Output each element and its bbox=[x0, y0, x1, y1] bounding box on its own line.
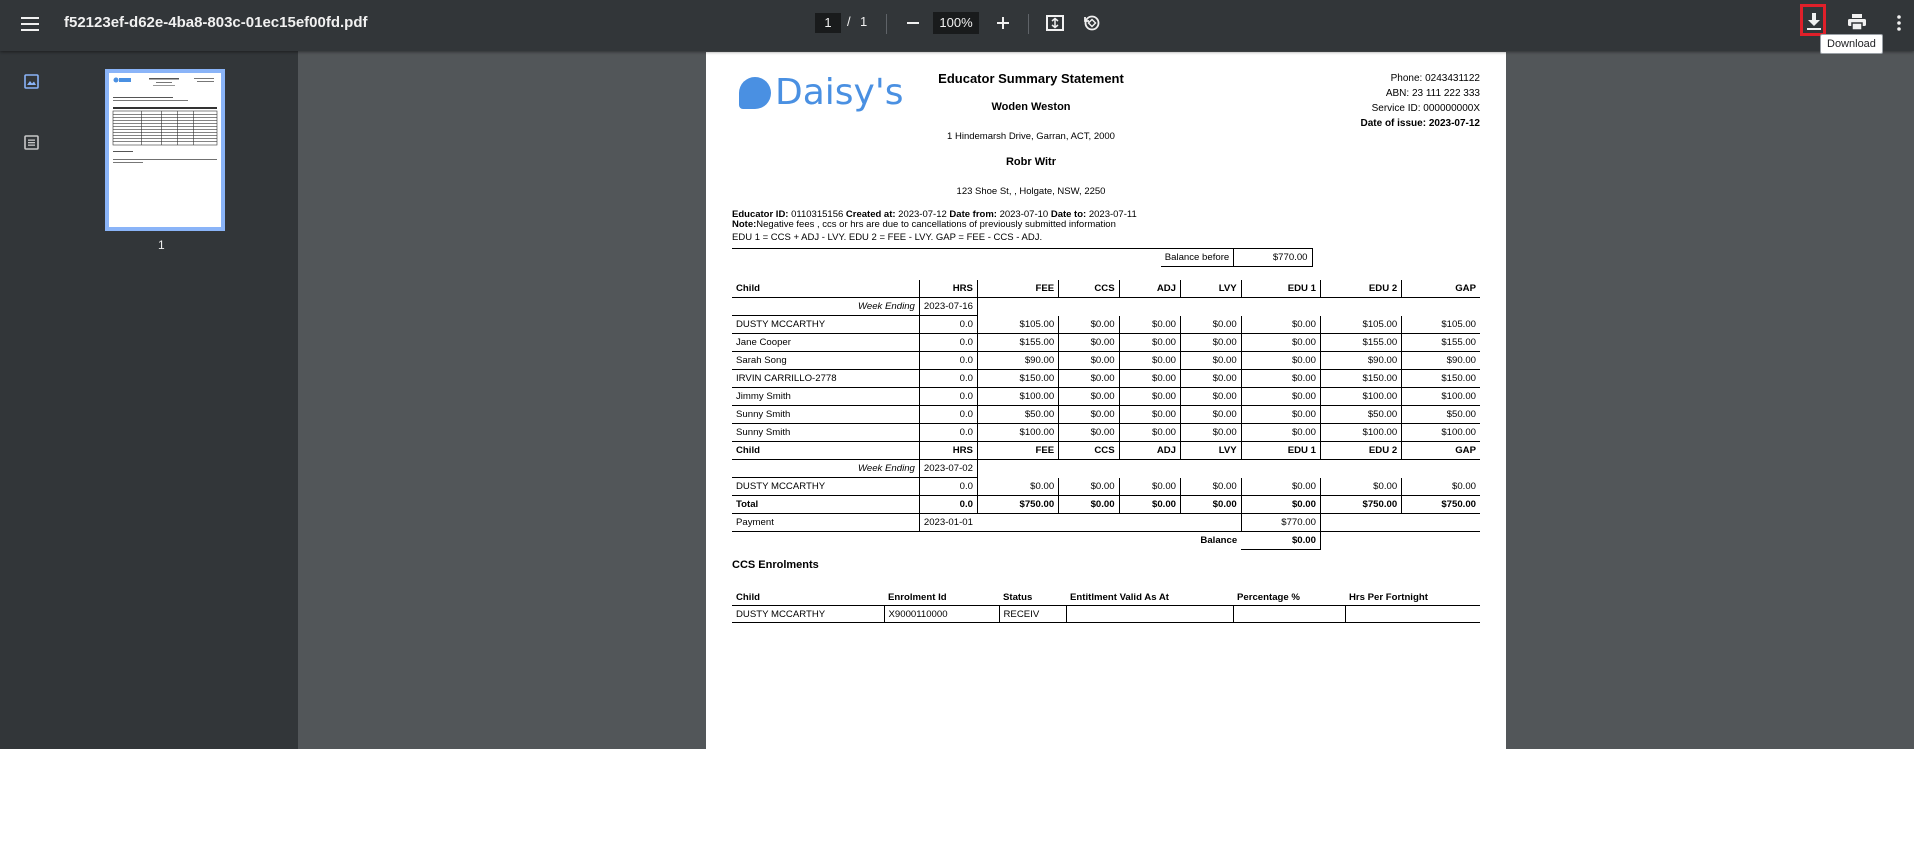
table-cell: $0.00 bbox=[1241, 424, 1320, 442]
menu-icon[interactable] bbox=[18, 12, 42, 36]
table-cell: 0.0 bbox=[919, 334, 977, 352]
week-ending-label: Week Ending bbox=[732, 298, 919, 316]
table-cell: $0.00 bbox=[1181, 334, 1242, 352]
enrolments-header-row bbox=[732, 589, 1480, 606]
column-header: CCS bbox=[1059, 280, 1119, 298]
table-cell: $0.00 bbox=[1059, 334, 1119, 352]
column-header: EDU 2 bbox=[1320, 442, 1401, 460]
table-cell: $0.00 bbox=[1181, 316, 1242, 334]
table-cell: 0.0 bbox=[919, 478, 977, 496]
total-cell: $0.00 bbox=[1241, 496, 1320, 514]
spacer bbox=[732, 249, 1161, 267]
thumbnail-preview-icon bbox=[109, 73, 221, 227]
table-cell: $0.00 bbox=[1241, 352, 1320, 370]
table-cell: $0.00 bbox=[1181, 388, 1242, 406]
table-cell: $0.00 bbox=[1181, 478, 1242, 496]
balance-before-value: $770.00 bbox=[1234, 249, 1312, 267]
column-header: ADJ bbox=[1119, 442, 1180, 460]
column-header: GAP bbox=[1402, 280, 1480, 298]
table-row bbox=[732, 370, 1480, 388]
table-header-row bbox=[732, 442, 1480, 460]
spacer bbox=[977, 298, 1480, 316]
enrolment-column-header: Child bbox=[732, 589, 884, 606]
table-cell: $0.00 bbox=[1241, 406, 1320, 424]
educator-address: 123 Shoe St, , Holgate, NSW, 2250 bbox=[956, 186, 1106, 197]
table-cell: $0.00 bbox=[1059, 352, 1119, 370]
contact-block bbox=[1360, 71, 1480, 131]
payment-amount: $770.00 bbox=[1241, 514, 1320, 532]
table-cell: $0.00 bbox=[1241, 370, 1320, 388]
spacer bbox=[1320, 532, 1480, 550]
created-at-value: 2023-07-12 bbox=[898, 209, 947, 220]
enrolment-cell: X9000110000 bbox=[884, 606, 999, 623]
table-cell: 0.0 bbox=[919, 406, 977, 424]
table-cell: 0.0 bbox=[919, 370, 977, 388]
column-header: Child bbox=[732, 442, 919, 460]
table-cell: Sarah Song bbox=[732, 352, 919, 370]
table-cell: Jimmy Smith bbox=[732, 388, 919, 406]
service-id: Service ID: 000000000X bbox=[1371, 103, 1480, 114]
thumbnails-icon[interactable] bbox=[20, 70, 42, 92]
week-ending-date: 2023-07-02 bbox=[919, 460, 977, 478]
zoom-in-icon[interactable] bbox=[992, 12, 1014, 34]
enrolment-cell: RECEIV bbox=[999, 606, 1066, 623]
column-header: HRS bbox=[919, 280, 977, 298]
table-header-row bbox=[732, 280, 1480, 298]
thumbnail-page-label: 1 bbox=[158, 238, 165, 252]
table-cell: $0.00 bbox=[1181, 352, 1242, 370]
table-row bbox=[732, 478, 1480, 496]
created-at-label: Created at: bbox=[845, 209, 896, 220]
table-cell: $100.00 bbox=[977, 424, 1058, 442]
table-row bbox=[732, 424, 1480, 442]
table-cell: 0.0 bbox=[919, 352, 977, 370]
table-cell: $100.00 bbox=[977, 388, 1058, 406]
column-header: GAP bbox=[1402, 442, 1480, 460]
date-to-value: 2023-07-11 bbox=[1088, 209, 1137, 220]
table-cell: $105.00 bbox=[977, 316, 1058, 334]
enrolment-cell: DUSTY MCCARTHY bbox=[732, 606, 884, 623]
statement-title: Educator Summary Statement bbox=[938, 71, 1124, 86]
table-cell: $100.00 bbox=[1320, 388, 1401, 406]
total-cell: Total bbox=[732, 496, 919, 514]
page-separator: / bbox=[847, 14, 851, 29]
table-cell: $100.00 bbox=[1402, 424, 1480, 442]
balance-before-table bbox=[732, 248, 1480, 267]
table-cell: $105.00 bbox=[1320, 316, 1401, 334]
date-from-label: Date from: bbox=[949, 209, 997, 220]
table-cell: $0.00 bbox=[1181, 370, 1242, 388]
enrolment-cell bbox=[1233, 606, 1345, 623]
table-cell: $50.00 bbox=[1402, 406, 1480, 424]
company-logo bbox=[739, 72, 904, 113]
page-total: 1 bbox=[860, 14, 868, 29]
abn: ABN: 23 111 222 333 bbox=[1385, 88, 1480, 99]
total-cell: $0.00 bbox=[1181, 496, 1242, 514]
table-row bbox=[732, 388, 1480, 406]
phone: Phone: 0243431122 bbox=[1390, 73, 1480, 84]
date-to-label: Date to: bbox=[1050, 209, 1087, 220]
file-title: f52123ef-d62e-4ba8-803c-01ec15ef00fd.pdf bbox=[64, 14, 368, 31]
payment-date: 2023-01-01 bbox=[919, 514, 1241, 532]
enrolment-cell bbox=[1345, 606, 1480, 623]
service-name: Woden Weston bbox=[991, 101, 1071, 113]
balance-before-label: Balance before bbox=[1161, 249, 1234, 267]
logo-text: Daisy's bbox=[775, 72, 904, 113]
week-ending-row bbox=[732, 460, 1480, 478]
table-cell: $0.00 bbox=[1241, 478, 1320, 496]
table-cell: 0.0 bbox=[919, 424, 977, 442]
table-cell: $150.00 bbox=[977, 370, 1058, 388]
print-icon[interactable] bbox=[1846, 11, 1868, 33]
enrolment-column-header: Percentage % bbox=[1233, 589, 1345, 606]
table-row bbox=[732, 406, 1480, 424]
service-address: 1 Hindemarsh Drive, Garran, ACT, 2000 bbox=[947, 131, 1115, 142]
balance-row bbox=[732, 532, 1480, 550]
spacer bbox=[1312, 249, 1480, 267]
enrolment-column-header: Hrs Per Fortnight bbox=[1345, 589, 1480, 606]
enrolment-column-header: Status bbox=[999, 589, 1066, 606]
table-cell: $105.00 bbox=[1402, 316, 1480, 334]
column-header: EDU 1 bbox=[1241, 280, 1320, 298]
toolbar-divider bbox=[886, 14, 887, 34]
toolbar bbox=[0, 0, 1914, 51]
payment-row bbox=[732, 514, 1480, 532]
table-cell: $0.00 bbox=[977, 478, 1058, 496]
column-header: CCS bbox=[1059, 442, 1119, 460]
table-cell: Jane Cooper bbox=[732, 334, 919, 352]
table-cell: 0.0 bbox=[919, 316, 977, 334]
zoom-out-icon[interactable] bbox=[902, 12, 924, 34]
table-row bbox=[732, 352, 1480, 370]
week-ending-date: 2023-07-16 bbox=[919, 298, 977, 316]
table-cell: $155.00 bbox=[1320, 334, 1401, 352]
column-header: Child bbox=[732, 280, 919, 298]
page-thumbnail[interactable] bbox=[105, 69, 225, 231]
table-cell: $0.00 bbox=[1059, 478, 1119, 496]
more-icon[interactable] bbox=[1888, 11, 1910, 35]
download-tooltip: Download bbox=[1820, 34, 1883, 54]
enrolment-cell bbox=[1066, 606, 1233, 623]
total-cell: $750.00 bbox=[1402, 496, 1480, 514]
table-cell: $0.00 bbox=[1119, 406, 1180, 424]
table-cell: $0.00 bbox=[1241, 334, 1320, 352]
total-cell: $0.00 bbox=[1119, 496, 1180, 514]
spacer bbox=[732, 532, 1181, 550]
table-cell: $0.00 bbox=[1059, 406, 1119, 424]
table-cell: $0.00 bbox=[1059, 370, 1119, 388]
rotate-icon[interactable] bbox=[1081, 12, 1103, 34]
table-cell: $0.00 bbox=[1181, 424, 1242, 442]
table-cell: $0.00 bbox=[1059, 316, 1119, 334]
logo-bubble-icon bbox=[739, 77, 771, 109]
column-header: LVY bbox=[1181, 280, 1242, 298]
enrolment-row bbox=[732, 606, 1480, 623]
note bbox=[732, 219, 1116, 230]
outline-icon[interactable] bbox=[20, 131, 42, 153]
table-cell: $0.00 bbox=[1119, 388, 1180, 406]
date-of-issue: Date of issue: 2023-07-12 bbox=[1360, 118, 1480, 129]
table-cell: $50.00 bbox=[1320, 406, 1401, 424]
table-cell: IRVIN CARRILLO-2778 bbox=[732, 370, 919, 388]
table-cell: $90.00 bbox=[977, 352, 1058, 370]
table-cell: $150.00 bbox=[1402, 370, 1480, 388]
page-number-input[interactable]: 1 bbox=[815, 13, 841, 33]
fit-page-icon[interactable] bbox=[1044, 12, 1066, 34]
payment-label: Payment bbox=[732, 514, 919, 532]
table-cell: $0.00 bbox=[1320, 478, 1401, 496]
column-header: FEE bbox=[977, 280, 1058, 298]
date-from-value: 2023-07-10 bbox=[999, 209, 1049, 220]
table-cell: $100.00 bbox=[1320, 424, 1401, 442]
table-cell: $0.00 bbox=[1241, 316, 1320, 334]
table-cell: $0.00 bbox=[1059, 388, 1119, 406]
table-cell: $50.00 bbox=[977, 406, 1058, 424]
table-cell: $0.00 bbox=[1119, 478, 1180, 496]
total-cell: $0.00 bbox=[1059, 496, 1119, 514]
formula-text: EDU 1 = CCS + ADJ - LVY. EDU 2 = FEE - LVY. GAP = FEE - CCS - ADJ. bbox=[732, 232, 1043, 243]
note-label: Note: bbox=[732, 219, 757, 230]
balance-label: Balance bbox=[1200, 535, 1238, 547]
total-cell: $750.00 bbox=[977, 496, 1058, 514]
spacer bbox=[977, 460, 1480, 478]
table-cell: $100.00 bbox=[1402, 388, 1480, 406]
note-text: Negative fees , ccs or hrs are due to cancellations of previously submitted information bbox=[756, 219, 1116, 230]
table-cell: $90.00 bbox=[1320, 352, 1401, 370]
column-header: LVY bbox=[1181, 442, 1242, 460]
table-cell: $155.00 bbox=[1402, 334, 1480, 352]
balance-value: $0.00 bbox=[1241, 532, 1320, 550]
enrolment-column-header: Enrolment Id bbox=[884, 589, 999, 606]
table-cell: $0.00 bbox=[1119, 334, 1180, 352]
table-cell: Sunny Smith bbox=[732, 424, 919, 442]
educator-id-label: Educator ID: bbox=[732, 209, 789, 220]
table-cell: DUSTY MCCARTHY bbox=[732, 478, 919, 496]
table-cell: $155.00 bbox=[977, 334, 1058, 352]
download-highlight bbox=[1800, 4, 1826, 36]
pdf-page bbox=[706, 52, 1506, 749]
table-cell: $0.00 bbox=[1119, 424, 1180, 442]
column-header: FEE bbox=[977, 442, 1058, 460]
total-cell: 0.0 bbox=[919, 496, 977, 514]
zoom-input[interactable]: 100% bbox=[933, 12, 979, 34]
column-header: EDU 2 bbox=[1320, 280, 1401, 298]
table-cell: $0.00 bbox=[1059, 424, 1119, 442]
educator-id-value: 0110315156 bbox=[791, 209, 844, 220]
column-header: HRS bbox=[919, 442, 977, 460]
total-cell: $750.00 bbox=[1320, 496, 1401, 514]
table-cell: $0.00 bbox=[1402, 478, 1480, 496]
ccs-enrolments-heading: CCS Enrolments bbox=[732, 559, 819, 571]
table-cell: $90.00 bbox=[1402, 352, 1480, 370]
table-cell: $0.00 bbox=[1241, 388, 1320, 406]
table-cell: $0.00 bbox=[1181, 406, 1242, 424]
column-header: ADJ bbox=[1119, 280, 1180, 298]
spacer bbox=[1320, 514, 1480, 532]
week-ending-row bbox=[732, 298, 1480, 316]
table-row bbox=[732, 316, 1480, 334]
table-cell: DUSTY MCCARTHY bbox=[732, 316, 919, 334]
total-row bbox=[732, 496, 1480, 514]
column-header: EDU 1 bbox=[1241, 442, 1320, 460]
toolbar-divider bbox=[1028, 14, 1029, 34]
table-cell: $0.00 bbox=[1119, 316, 1180, 334]
educator-name: Robr Witr bbox=[1005, 156, 1056, 168]
table-cell: Sunny Smith bbox=[732, 406, 919, 424]
table-row bbox=[732, 334, 1480, 352]
table-cell: $0.00 bbox=[1119, 352, 1180, 370]
table-cell: 0.0 bbox=[919, 388, 977, 406]
table-cell: $150.00 bbox=[1320, 370, 1401, 388]
week-ending-label: Week Ending bbox=[732, 460, 919, 478]
enrolments-table bbox=[732, 589, 1480, 623]
enrolment-column-header: Entitlment Valid As At bbox=[1066, 589, 1233, 606]
fees-table bbox=[732, 280, 1480, 550]
table-cell: $0.00 bbox=[1119, 370, 1180, 388]
